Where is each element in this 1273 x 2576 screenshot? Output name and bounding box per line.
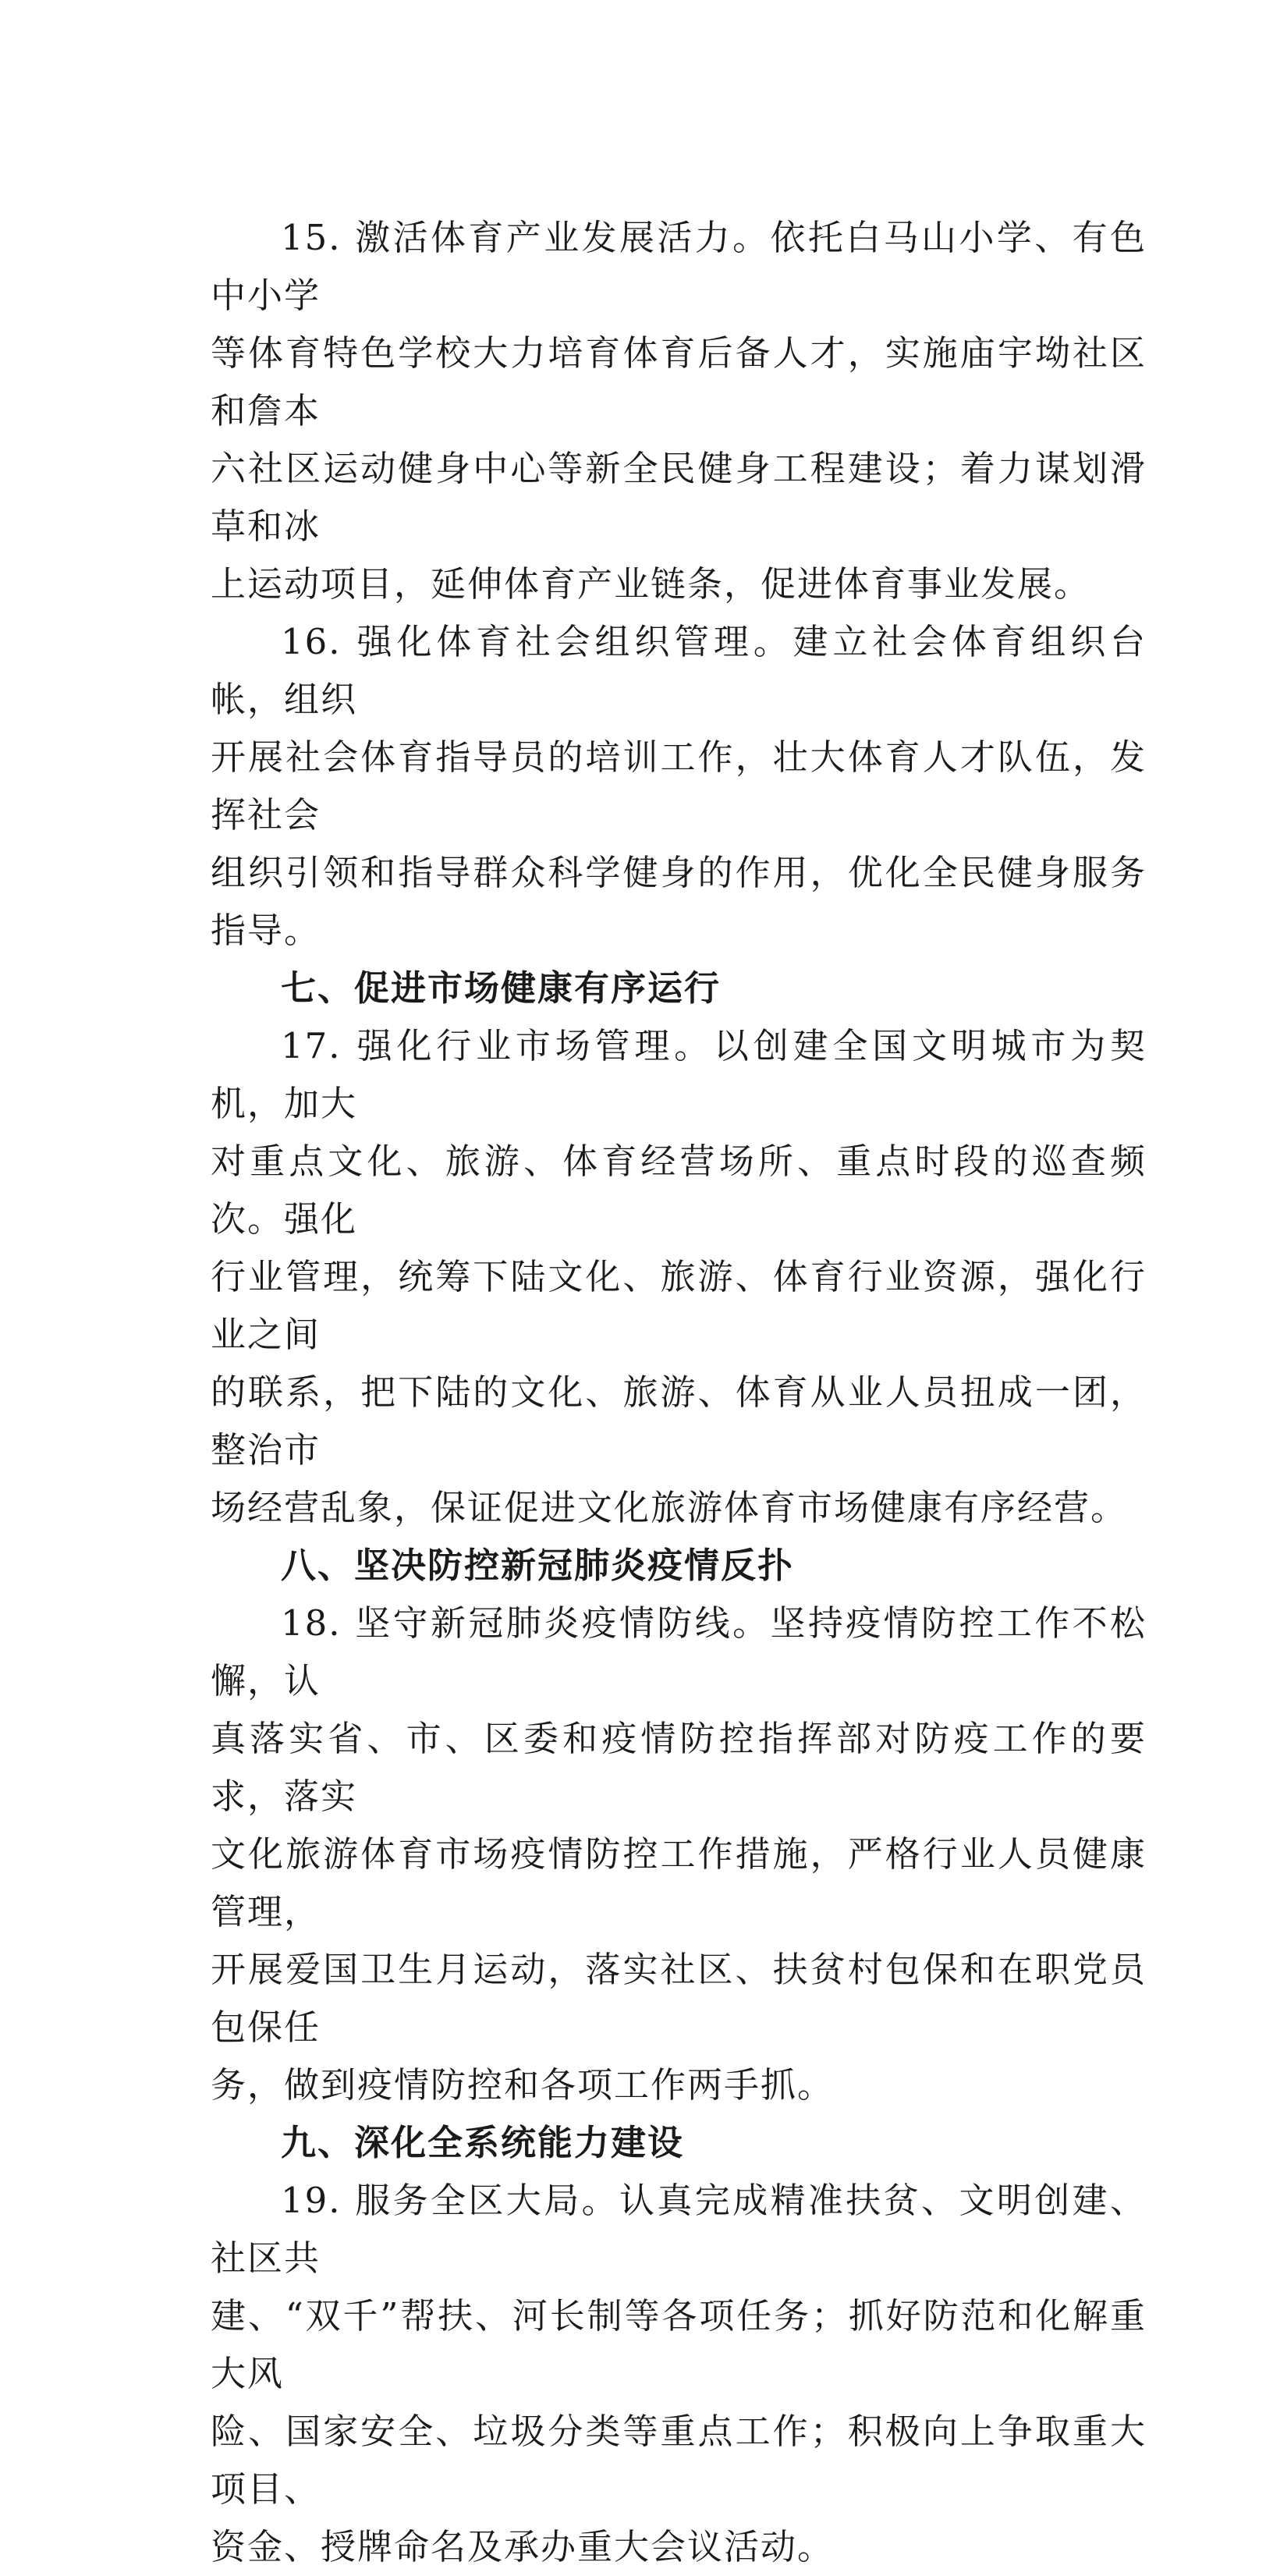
paragraph-19 [211,2172,1147,2576]
text-line: 16. 强化体育社会组织管理。建立社会体育组织台帐，组织 [211,621,1147,720]
text-line: 上运动项目，延伸体育产业链条，促进体育事业发展。 [211,563,1091,605]
paragraph-16 [211,613,1147,960]
text-line: 15. 激活体育产业发展活力。依托白马山小学、有色中小学 [211,217,1147,316]
text-line: 文化旅游体育市场疫情防控工作措施，严格行业人员健康管理， [211,1833,1147,1932]
text-line: 18. 坚守新冠肺炎疫情防线。坚持疫情防控工作不松懈，认 [211,1602,1147,1701]
text-line: 19. 服务全区大局。认真完成精准扶贫、文明创建、社区共 [211,2180,1147,2279]
section-heading-9: 九、深化全系统能力建设 [281,2122,685,2163]
text-line: 开展社会体育指导员的培训工作，壮大体育人才队伍，发挥社会 [211,736,1147,836]
section-heading-7: 七、促进市场健康有序运行 [281,967,722,1009]
text-line: 行业管理，统筹下陆文化、旅游、体育行业资源，强化行业之间 [211,1256,1147,1355]
text-line: 的联系，把下陆的文化、旅游、体育从业人员扭成一团，整治市 [211,1371,1147,1471]
paragraph-15 [211,209,1147,613]
paragraph-18 [211,1595,1147,2114]
text-line: 场经营乱象，保证促进文化旅游体育市场健康有序经营。 [211,1487,1128,1528]
text-line: 六社区运动健身中心等新全民健身工程建设；着力谋划滑草和冰 [211,448,1147,547]
text-line: 等体育特色学校大力培育体育后备人才，实施庙宇坳社区和詹本 [211,332,1147,431]
text-line: 组织引领和指导群众科学健身的作用，优化全民健身服务指导。 [211,852,1147,951]
text-line: 17. 强化行业市场管理。以创建全国文明城市为契机，加大 [211,1025,1147,1124]
text-line: 开展爱国卫生月运动，落实社区、扶贫村包保和在职党员包保任 [211,1949,1147,2048]
text-line: 对重点文化、旅游、体育经营场所、重点时段的巡查频次。强化 [211,1141,1147,1240]
text-line: 务，做到疫情防控和各项工作两手抓。 [211,2064,835,2106]
document-page [211,209,1147,2576]
text-line: 建、“双千”帮扶、河长制等各项任务；抓好防范和化解重大风 [211,2295,1147,2394]
text-line: 险、国家安全、垃圾分类等重点工作；积极向上争取重大项目、 [211,2411,1147,2510]
text-line: 真落实省、市、区委和疫情防控指挥部对防疫工作的要求，落实 [211,1718,1147,1817]
paragraph-17 [211,1017,1147,1537]
section-heading-8: 八、坚决防控新冠肺炎疫情反扑 [281,1545,795,1586]
text-line: 资金、授牌命名及承办重大会议活动。 [211,2526,835,2567]
